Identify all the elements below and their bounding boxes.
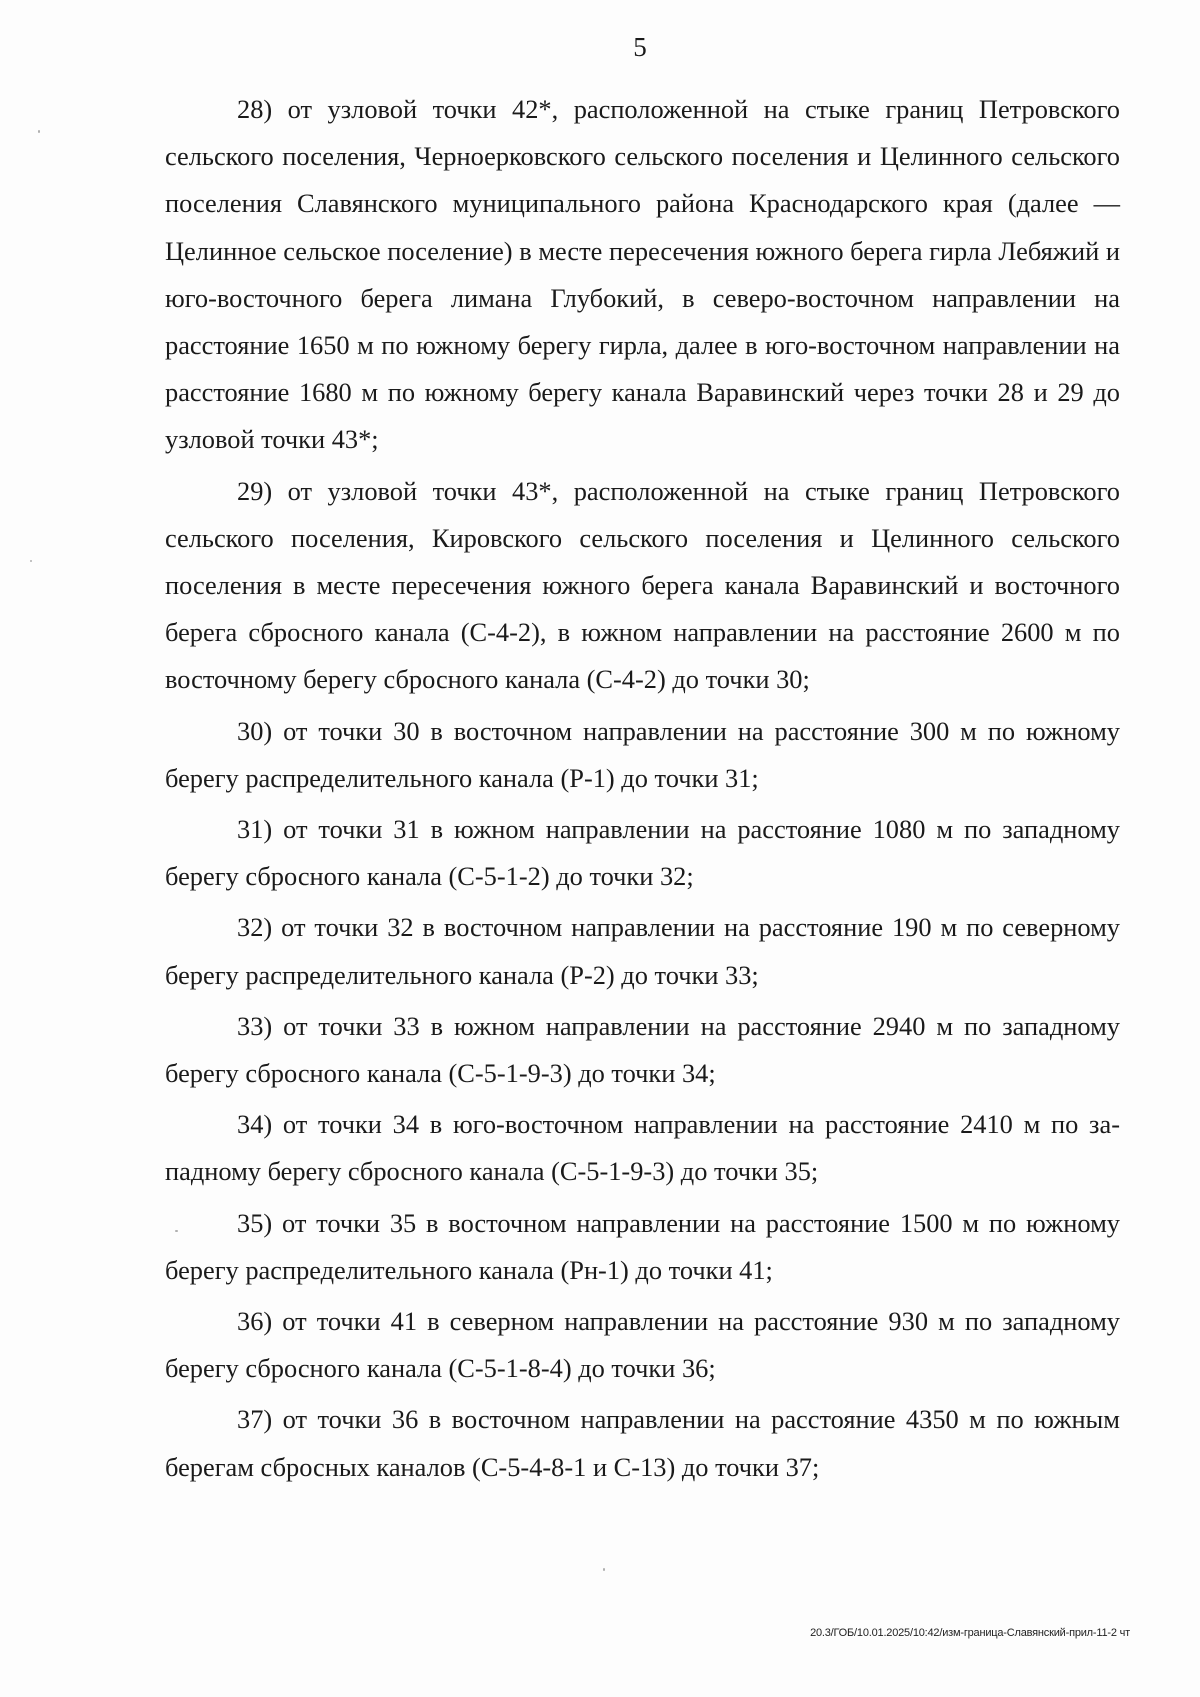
paragraph-30: 30) от точки 30 в восточном направлении на расстояние 300 м по южному берегу распределительного канала (Р-1) до точки 31;: [165, 715, 1120, 793]
paragraph-32: 32) от точки 32 в восточном направлении на расстояние 190 м по северному берегу распределительного канала (Р-2) до точки 33;: [165, 912, 1120, 990]
paragraph-31: 31) от точки 31 в южном направлении на расстояние 1080 м по западному берегу сбросного канала (С-5-1-2) до точки 32;: [165, 814, 1120, 892]
scan-speck: [603, 1568, 605, 1571]
paragraph-28: 28) от узловой точки 42*, расположенной на стыке границ Петровского сельского поселения, Черноерковского сельского поселения и Целинного сельского поселения Славянского муниципального района Краснодарского края (далее — Целинное сельское поселение) в месте пересечения южного берега гирла Лебяжий и юго-восточного берега лимана Глубокий, в северо-восточном направлении на расстояние 1650 м по южному берегу гирла, далее в юго-восточном направлении на расстояние 1680 м по южному берегу канала Варавинский через точки 28 и 29 до узловой точки 43*;: [165, 94, 1120, 455]
paragraph-29: 29) от узловой точки 43*, расположенной на стыке границ Петровского сельского поселения, Кировского сельского поселения и Целинного сельского поселения в месте пересечения южного берега канала Варавинский и восточного берега сбросного канала (С-4-2), в южном направлении на расстояние 2600 м по восточному берегу сбросного канала (С-4-2) до точки 30;: [165, 475, 1120, 695]
scan-speck: [30, 560, 32, 562]
scan-speck: [175, 1230, 178, 1232]
paragraph-33: 33) от точки 33 в южном направлении на расстояние 2940 м по западному берегу сбросного канала (С-5-1-9-3) до точки 34;: [165, 1010, 1120, 1089]
paragraph-34: 34) от точки 34 в юго-восточном направлении на расстояние 2410 м по западному берегу сбросного канала (С-5-1-9-3) до точки 35;: [165, 1109, 1120, 1187]
scan-speck: [38, 130, 40, 133]
paragraph-35: 35) от точки 35 в восточном направлении на расстояние 1500 м по южному берегу распределительного канала (Рн-1) до точки 41;: [165, 1207, 1120, 1285]
document-body: [165, 86, 1120, 1491]
page-number: 5: [633, 32, 647, 62]
paragraph-36: 36) от точки 41 в северном направлении на расстояние 930 м по западному берегу сбросного канала (С-5-1-8-4) до точки 36;: [165, 1306, 1120, 1384]
document-footer-code: 20.3/ГОБ/10.01.2025/10:42/изм-граница-Славянский-прил-11-2 чт: [810, 1627, 1130, 1639]
paragraph-37: 37) от точки 36 в восточном направлении на расстояние 4350 м по южным берегам сбросных каналов (С-5-4-8-1 и С-13) до точки 37;: [165, 1404, 1120, 1482]
